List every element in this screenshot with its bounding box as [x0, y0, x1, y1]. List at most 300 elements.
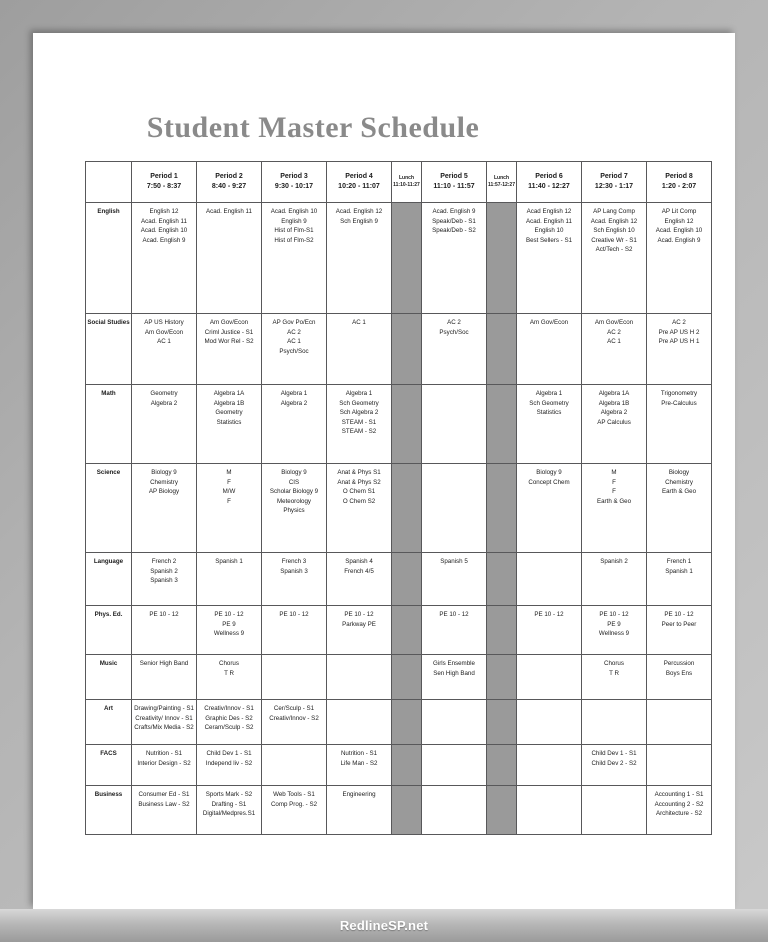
cell-business-p4 [327, 786, 392, 835]
column-header-lunch2 [487, 162, 517, 203]
column-header-name: Lunch [494, 175, 509, 181]
cell-art-p3 [262, 700, 327, 745]
course-entry: Algebra 1 [345, 390, 373, 397]
cell-science-p6 [517, 464, 582, 553]
course-entry: Spanish 1 [215, 558, 243, 565]
schedule-table-container [85, 161, 704, 835]
course-entry: F [227, 497, 231, 505]
course-entry: Acad. English 9 [657, 236, 701, 244]
course-entry: Algebra 1A [598, 390, 630, 397]
course-entry: Spanish 2 [600, 558, 628, 565]
table-row [86, 385, 712, 464]
course-entry: AC 2 [672, 319, 686, 326]
course-entry: French 2 [151, 558, 177, 565]
course-entry: Hist of Flm-S2 [274, 236, 314, 244]
course-entry: Nutrition - S1 [145, 750, 183, 757]
course-entry: PE 9 [607, 620, 621, 628]
course-entry: Web Tools - S1 [273, 791, 315, 798]
schedule-page [33, 33, 735, 909]
course-entry: Chorus [604, 660, 624, 667]
course-entry: Architecture - S2 [655, 810, 703, 817]
column-header-name: Period 6 [535, 173, 563, 180]
course-entry: O Chem S1 [342, 488, 376, 495]
cell-art-p8 [647, 700, 712, 745]
course-entry: Child Dev 1 - S1 [206, 750, 252, 757]
course-entry: PE 10 - 12 [344, 611, 374, 618]
cell-business-lunch2 [487, 786, 517, 835]
cell-phys-ed-p8 [647, 606, 712, 655]
cell-science-lunch1 [392, 464, 422, 553]
subject-label-english: English [86, 203, 132, 314]
column-header-time: 9:30 - 10:17 [274, 183, 314, 190]
cell-music-p6 [517, 655, 582, 700]
column-header-time: 10:20 - 11:07 [338, 183, 380, 190]
course-entry: AP Lit Comp [661, 208, 697, 215]
cell-phys-ed-p4 [327, 606, 392, 655]
course-entry: Biology [668, 469, 690, 476]
course-entry: Comp Prog. - S2 [270, 800, 318, 808]
column-header-name: Period 3 [280, 173, 308, 180]
cell-math-p7 [582, 385, 647, 464]
cell-phys-ed-p6 [517, 606, 582, 655]
subject-label-math: Math [86, 385, 132, 464]
cell-facs-p4 [327, 745, 392, 786]
cell-science-p4 [327, 464, 392, 553]
course-entry: Acad. English 10 [270, 208, 318, 215]
cell-math-p1 [132, 385, 197, 464]
course-entry: Sports Mark - S2 [205, 791, 253, 798]
table-body [86, 203, 712, 835]
course-entry: Wellness 9 [598, 630, 630, 637]
table-row [86, 606, 712, 655]
course-entry: Interior Design - S2 [137, 759, 191, 767]
cell-math-lunch1 [392, 385, 422, 464]
course-entry: Algebra 2 [600, 409, 628, 416]
column-header-time: 11:57-12:27 [488, 182, 515, 188]
cell-language-p1 [132, 553, 197, 606]
column-header-time: 8:40 - 9:27 [211, 183, 247, 190]
cell-art-lunch2 [487, 700, 517, 745]
cell-math-p2 [197, 385, 262, 464]
course-entry: AP Gov Po/Ecn [272, 319, 316, 326]
course-entry: Child Dev 2 - S2 [591, 759, 637, 767]
course-entry: Peer to Peer [661, 620, 697, 628]
cell-art-lunch1 [392, 700, 422, 745]
table-row [86, 314, 712, 385]
course-entry: STEAM - S2 [341, 428, 377, 435]
course-entry: Earth & Geo [596, 497, 632, 505]
course-entry: French 1 [666, 558, 692, 565]
course-entry: Am Gov/Econ [529, 319, 569, 326]
column-header-time: 11:10 - 11:57 [433, 183, 475, 190]
subject-label-phys-ed: Phys. Ed. [86, 606, 132, 655]
table-row [86, 655, 712, 700]
course-entry: English 9 [281, 217, 307, 225]
cell-language-lunch1 [392, 553, 422, 606]
course-entry: Anat & Phys S2 [337, 478, 381, 486]
course-entry: Pre-Calculus [661, 399, 697, 407]
course-entry: AC 1 [352, 319, 366, 326]
course-entry: Statistics [536, 409, 562, 416]
cell-business-p6 [517, 786, 582, 835]
course-entry: Biology 9 [536, 469, 562, 476]
cell-music-p2 [197, 655, 262, 700]
course-entry: AC 2 [607, 328, 621, 336]
course-entry: French 3 [281, 558, 307, 565]
cell-english-p6 [517, 203, 582, 314]
table-row [86, 464, 712, 553]
cell-language-p2 [197, 553, 262, 606]
course-entry: Spanish 3 [150, 577, 178, 584]
course-entry: English 12 [149, 208, 179, 215]
subject-label-art: Art [86, 700, 132, 745]
cell-math-p4 [327, 385, 392, 464]
column-header-name: Period 5 [440, 173, 468, 180]
subject-label-music: Music [86, 655, 132, 700]
course-entry: Sen High Band [433, 669, 475, 677]
course-entry: Independ liv - S2 [205, 759, 253, 767]
course-entry: AP US History [144, 319, 184, 326]
table-row [86, 553, 712, 606]
column-header-name: Period 8 [665, 173, 693, 180]
cell-language-p5 [422, 553, 487, 606]
course-entry: Girls Ensemble [433, 660, 475, 667]
cell-business-lunch1 [392, 786, 422, 835]
cell-business-p7 [582, 786, 647, 835]
cell-english-p1 [132, 203, 197, 314]
course-entry: Algebra 2 [280, 399, 308, 407]
cell-social-studies-p7 [582, 314, 647, 385]
course-entry: French 4/5 [344, 567, 374, 575]
course-entry: Boys Ens [665, 669, 693, 677]
cell-phys-ed-p5 [422, 606, 487, 655]
course-entry: Algebra 1 [535, 390, 563, 397]
course-entry: Crafts/Mix Media - S2 [134, 724, 194, 731]
course-entry: PE 10 - 12 [664, 611, 694, 618]
column-header-p2 [197, 162, 262, 203]
course-entry: Geometry [215, 409, 243, 416]
cell-phys-ed-lunch2 [487, 606, 517, 655]
course-entry: CIS [288, 478, 300, 486]
cell-social-studies-p8 [647, 314, 712, 385]
course-entry: Psych/Soc [439, 328, 469, 336]
cell-facs-p3 [262, 745, 327, 786]
course-entry: Act/Tech - S2 [595, 246, 633, 253]
course-entry: Concept Chem [528, 478, 570, 486]
cell-facs-lunch2 [487, 745, 517, 786]
column-header-time: 11:10-11:27 [393, 182, 420, 188]
course-entry: Criml Justice - S1 [204, 328, 254, 336]
course-entry: Acad. English 11 [141, 217, 187, 225]
column-header-name: Lunch [399, 175, 414, 181]
course-entry: PE 10 - 12 [599, 611, 629, 618]
column-header-p8 [647, 162, 712, 203]
course-entry: PE 10 - 12 [534, 611, 564, 618]
course-entry: STEAM - S1 [341, 418, 377, 426]
cell-business-p2 [197, 786, 262, 835]
course-entry: AC 1 [287, 338, 301, 345]
course-entry: M/W [222, 488, 236, 495]
course-entry: Physics [283, 507, 305, 514]
course-entry: AP Biology [148, 488, 180, 495]
cell-science-p5 [422, 464, 487, 553]
column-header-name: Period 7 [600, 173, 628, 180]
course-entry: T R [224, 669, 234, 677]
course-entry: Earth & Geo [661, 488, 697, 495]
cell-facs-lunch1 [392, 745, 422, 786]
course-entry: Statistics [216, 418, 242, 426]
table-row [86, 786, 712, 835]
course-entry: Business Law - S2 [138, 800, 190, 808]
course-entry: Acad. English 10 [140, 227, 188, 234]
course-entry: F [227, 478, 231, 486]
cell-math-p6 [517, 385, 582, 464]
cell-social-studies-p2 [197, 314, 262, 385]
column-header-p5 [422, 162, 487, 203]
course-entry: Pre AP US H 2 [658, 328, 700, 336]
table-corner-cell [86, 162, 132, 203]
course-entry: Sch Geometry [529, 399, 569, 407]
cell-art-p7 [582, 700, 647, 745]
cell-business-p8 [647, 786, 712, 835]
course-entry: M [226, 469, 232, 476]
course-entry: O Chem S2 [342, 497, 376, 505]
table-row [86, 700, 712, 745]
cell-science-p1 [132, 464, 197, 553]
cell-phys-ed-p3 [262, 606, 327, 655]
course-entry: Algebra 1A [213, 390, 245, 397]
course-entry: PE 10 - 12 [214, 611, 244, 618]
cell-business-p3 [262, 786, 327, 835]
cell-facs-p8 [647, 745, 712, 786]
course-entry: Am Gov/Econ [594, 319, 634, 326]
course-entry: Spanish 5 [440, 558, 468, 565]
cell-phys-ed-p1 [132, 606, 197, 655]
column-header-p1 [132, 162, 197, 203]
cell-language-lunch2 [487, 553, 517, 606]
course-entry: Spanish 1 [665, 567, 693, 575]
course-entry: Drafting - S1 [211, 800, 247, 808]
cell-art-p5 [422, 700, 487, 745]
subject-label-facs: FACS [86, 745, 132, 786]
cell-art-p2 [197, 700, 262, 745]
course-entry: Acad. English 11 [206, 208, 252, 215]
cell-english-p7 [582, 203, 647, 314]
course-entry: T R [609, 669, 619, 677]
column-header-p3 [262, 162, 327, 203]
course-entry: Sch Geometry [339, 399, 379, 407]
course-entry: English 12 [664, 217, 694, 225]
course-entry: Creative Wr - S1 [591, 236, 637, 244]
subject-label-business: Business [86, 786, 132, 835]
cell-music-p4 [327, 655, 392, 700]
course-entry: Ceram/Sculp - S2 [204, 724, 254, 731]
course-entry: AC 1 [607, 338, 621, 345]
column-header-time: 11:40 - 12:27 [528, 183, 570, 190]
cell-science-p2 [197, 464, 262, 553]
course-entry: AP Lang Comp [593, 208, 635, 215]
course-entry: Drawing/Painting - S1 [134, 705, 194, 712]
course-entry: Acad. English 11 [526, 217, 572, 225]
cell-phys-ed-lunch1 [392, 606, 422, 655]
cell-social-studies-lunch2 [487, 314, 517, 385]
cell-english-lunch1 [392, 203, 422, 314]
cell-music-lunch2 [487, 655, 517, 700]
course-entry: Consumer Ed - S1 [138, 791, 190, 798]
column-header-name: Period 2 [215, 173, 243, 180]
cell-facs-p5 [422, 745, 487, 786]
course-entry: Meteorology [276, 497, 312, 505]
subject-label-language: Language [86, 553, 132, 606]
subject-label-social-studies: Social Studies [86, 314, 132, 385]
cell-english-p8 [647, 203, 712, 314]
course-entry: Creativ/Innov - S2 [269, 714, 319, 722]
course-entry: Graphic Des - S2 [205, 714, 253, 722]
cell-math-p8 [647, 385, 712, 464]
course-entry: Percussion [663, 660, 695, 667]
course-entry: Accounting 1 - S1 [654, 791, 704, 798]
course-entry: Am Gov/Econ [209, 319, 249, 326]
course-entry: Acad. English 9 [432, 208, 476, 215]
column-header-name: Period 1 [150, 173, 178, 180]
cell-social-studies-p4 [327, 314, 392, 385]
cell-music-p7 [582, 655, 647, 700]
page-title: Student Master Schedule [146, 111, 480, 144]
course-entry: Creativ/Innov - S1 [204, 705, 254, 712]
cell-facs-p1 [132, 745, 197, 786]
course-entry: Algebra 1B [213, 399, 245, 407]
cell-english-p4 [327, 203, 392, 314]
cell-art-p6 [517, 700, 582, 745]
course-entry: Speak/Deb - S2 [432, 227, 476, 234]
table-row [86, 203, 712, 314]
cell-science-lunch2 [487, 464, 517, 553]
column-header-time: 1:20 - 2:07 [661, 183, 697, 190]
cell-math-p3 [262, 385, 327, 464]
cell-language-p7 [582, 553, 647, 606]
course-entry: Nutrition - S1 [340, 750, 378, 757]
course-entry: AP Calculus [597, 418, 631, 426]
cell-science-p8 [647, 464, 712, 553]
cell-music-p8 [647, 655, 712, 700]
course-entry: Cer/Sculp - S1 [273, 705, 315, 712]
course-entry: Algebra 2 [150, 399, 178, 407]
column-header-name: Period 4 [345, 173, 373, 180]
cell-music-p1 [132, 655, 197, 700]
cell-science-p7 [582, 464, 647, 553]
course-entry: Biology 9 [151, 469, 177, 476]
course-entry: PE 9 [222, 620, 236, 628]
course-entry: AC 1 [157, 338, 171, 345]
course-entry: Digital/Medpres.S1 [202, 810, 256, 817]
table-header [86, 162, 712, 203]
course-entry: Algebra 1 [280, 390, 308, 397]
course-entry: Algebra 1B [598, 399, 630, 407]
course-entry: Spanish 4 [345, 558, 373, 565]
cell-art-p1 [132, 700, 197, 745]
cell-facs-p6 [517, 745, 582, 786]
cell-facs-p7 [582, 745, 647, 786]
course-entry: Geometry [150, 390, 178, 397]
course-entry: English 10 [534, 227, 564, 234]
cell-social-studies-lunch1 [392, 314, 422, 385]
course-entry: Sch Algebra 2 [339, 409, 379, 416]
course-entry: Spanish 3 [280, 567, 308, 575]
course-entry: Parkway PE [342, 620, 376, 628]
course-entry: Creativity/ Innov - S1 [135, 714, 193, 722]
table-row [86, 745, 712, 786]
cell-phys-ed-p2 [197, 606, 262, 655]
column-header-time: 12:30 - 1:17 [594, 183, 634, 190]
cell-music-p5 [422, 655, 487, 700]
course-entry: Child Dev 1 - S1 [591, 750, 637, 757]
cell-social-studies-p6 [517, 314, 582, 385]
cell-language-p3 [262, 553, 327, 606]
cell-english-p3 [262, 203, 327, 314]
course-entry: Chorus [219, 660, 239, 667]
course-entry: Accounting 2 - S2 [654, 800, 704, 808]
subject-label-science: Science [86, 464, 132, 553]
cell-phys-ed-p7 [582, 606, 647, 655]
column-header-p6 [517, 162, 582, 203]
course-entry: AC 2 [287, 328, 301, 336]
cell-science-p3 [262, 464, 327, 553]
course-entry: Acad. English 12 [590, 217, 638, 225]
course-entry: Wellness 9 [213, 630, 245, 637]
cell-social-studies-p3 [262, 314, 327, 385]
course-entry: PE 10 - 12 [149, 611, 179, 618]
cell-business-p1 [132, 786, 197, 835]
cell-english-p5 [422, 203, 487, 314]
cell-english-p2 [197, 203, 262, 314]
course-entry: Speak/Deb - S1 [432, 217, 476, 225]
course-entry: Pre AP US H 1 [658, 338, 700, 345]
schedule-table [85, 161, 712, 835]
cell-math-lunch2 [487, 385, 517, 464]
column-header-time: 7:50 - 8:37 [146, 183, 182, 190]
course-entry: Scholar Biology 9 [269, 488, 319, 495]
course-entry: F [612, 488, 616, 495]
course-entry: Biology 9 [281, 469, 307, 476]
course-entry: Trigonometry [660, 390, 698, 397]
course-entry: Chemistry [665, 478, 693, 486]
course-entry: Best Sellers - S1 [525, 236, 573, 244]
column-header-p7 [582, 162, 647, 203]
course-entry: PE 10 - 12 [279, 611, 309, 618]
course-entry: M [611, 469, 617, 476]
cell-math-p5 [422, 385, 487, 464]
course-entry: Engineering [342, 791, 376, 798]
course-entry: PE 10 - 12 [439, 611, 469, 618]
cell-language-p8 [647, 553, 712, 606]
course-entry: Acad. English 9 [142, 236, 186, 244]
watermark-text: RedlineSP.net [339, 918, 429, 933]
course-entry: Sch English 9 [340, 217, 378, 225]
cell-music-lunch1 [392, 655, 422, 700]
cell-facs-p2 [197, 745, 262, 786]
course-entry: Mod Wor Rel - S2 [204, 338, 254, 345]
course-entry: Psych/Soc [279, 347, 309, 355]
course-entry: Spanish 2 [150, 567, 178, 575]
header-row [86, 162, 712, 203]
cell-art-p4 [327, 700, 392, 745]
cell-language-p6 [517, 553, 582, 606]
course-entry: Chemistry [150, 478, 178, 486]
course-entry: Hist of Flm-S1 [274, 227, 314, 234]
course-entry: Am Gov/Econ [144, 328, 184, 336]
cell-business-p5 [422, 786, 487, 835]
course-entry: Senior High Band [139, 660, 189, 667]
